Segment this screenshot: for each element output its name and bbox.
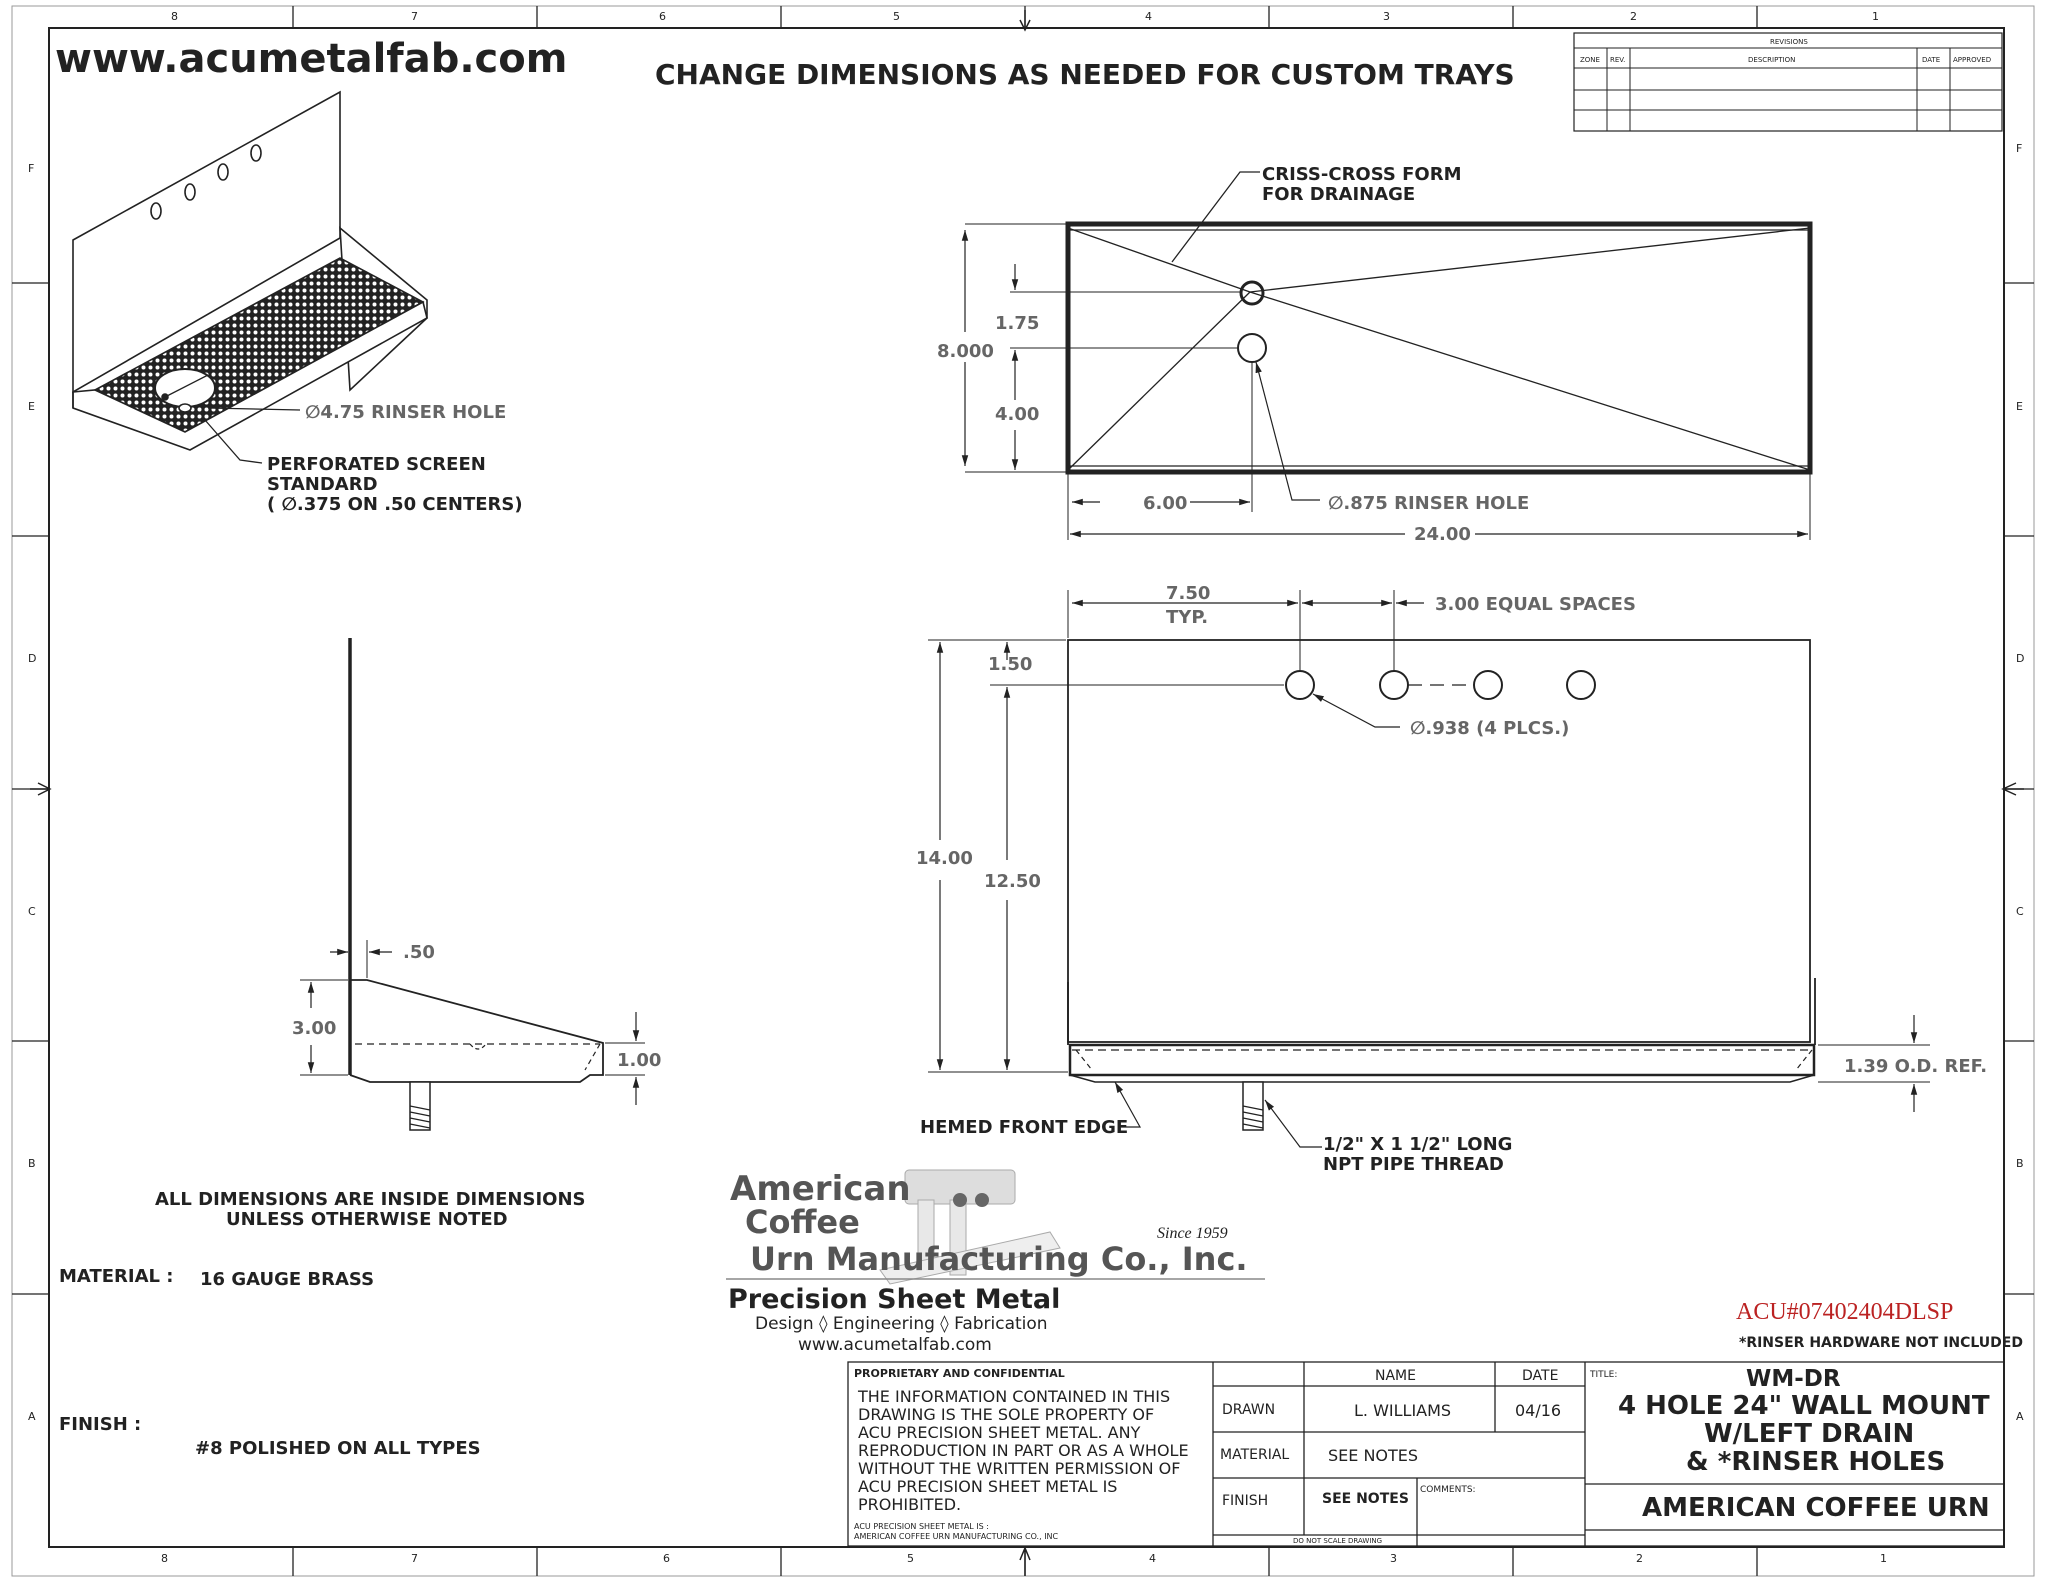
zone-bottom-2: 2 [1636, 1552, 1643, 1565]
name-header: NAME [1375, 1368, 1416, 1384]
rev-col-rev: REV. [1610, 56, 1626, 64]
proprietary-line-4: REPRODUCTION IN PART OR AS A WHOLE [858, 1441, 1189, 1460]
zone-right-B: B [2016, 1157, 2024, 1170]
iso-rinser-label: ∅4.75 RINSER HOLE [305, 402, 507, 423]
front-splash-outline [1068, 640, 1810, 1042]
zone-top-5: 5 [893, 10, 900, 23]
pipe-thread-label: 1/2" X 1 1/2" LONG [1323, 1134, 1513, 1155]
criss-cross-label-2: FOR DRAINAGE [1262, 184, 1416, 205]
company-logo [726, 1169, 1265, 1355]
dim-od-ref: 1.39 O.D. REF. [1844, 1056, 1988, 1077]
proprietary-line-5: WITHOUT THE WRITTEN PERMISSION OF [858, 1459, 1181, 1478]
tb-material-label: MATERIAL [1220, 1447, 1290, 1463]
logo-american: American [730, 1169, 911, 1209]
title-model: WM-DR [1746, 1366, 1841, 1392]
rev-col-description: DESCRIPTION [1748, 56, 1796, 64]
logo-url: www.acumetalfab.com [798, 1335, 992, 1355]
dim-first-hole-typ: TYP. [1166, 607, 1209, 628]
dim-rinser-offset: 4.00 [995, 404, 1040, 425]
top-rinser-label: ∅.875 RINSER HOLE [1328, 493, 1530, 514]
dim-front-height: 1.00 [617, 1050, 662, 1071]
zone-bottom-1: 1 [1880, 1552, 1887, 1565]
zone-top-1: 1 [1872, 10, 1879, 23]
front-hole-3 [1474, 671, 1502, 699]
rev-col-date: DATE [1922, 56, 1941, 64]
part-number: ACU#07402404DLSP [1736, 1299, 1954, 1325]
top-view [965, 172, 1810, 540]
dim-back-height: 3.00 [292, 1018, 337, 1039]
proprietary-line-7: PROHIBITED. [858, 1495, 962, 1514]
drawn-name: L. WILLIAMS [1354, 1401, 1452, 1420]
dim-rinser-from-left: 6.00 [1143, 493, 1188, 514]
drawn-date: 04/16 [1515, 1401, 1562, 1420]
tb-finish-value: SEE NOTES [1322, 1491, 1409, 1507]
logo-urn-manufacturing: Urn Manufacturing Co., Inc. [750, 1240, 1248, 1278]
zone-left-A: A [28, 1410, 36, 1423]
zone-top-3: 3 [1383, 10, 1390, 23]
front-hole-1 [1286, 671, 1314, 699]
comments-label: COMMENTS: [1420, 1485, 1476, 1495]
zone-right-E: E [2016, 400, 2023, 413]
perforated-screen-spec: ( ∅.375 ON .50 CENTERS) [267, 494, 523, 515]
zone-top-2: 2 [1630, 10, 1637, 23]
dim-hole-height: 1.50 [988, 654, 1033, 675]
front-view [928, 590, 1930, 1147]
dim-tray-width: 24.00 [1414, 524, 1471, 545]
hem-front-edge-label: HEMED FRONT EDGE [920, 1117, 1129, 1138]
rev-col-zone: ZONE [1580, 56, 1600, 64]
zone-left-E: E [28, 400, 35, 413]
dim-first-hole: 7.50 [1166, 583, 1211, 604]
zone-left-F: F [28, 162, 35, 175]
tb-material-value: SEE NOTES [1328, 1446, 1419, 1465]
proprietary-line-3: ACU PRECISION SHEET METAL. ANY [858, 1423, 1141, 1442]
note-inside-dims-2: UNLESS OTHERWISE NOTED [226, 1209, 508, 1230]
dim-drain-offset: 1.75 [995, 313, 1040, 334]
logo-coffee: Coffee [745, 1203, 860, 1241]
zone-left-D: D [28, 652, 37, 665]
zone-bottom-8: 8 [161, 1552, 168, 1565]
criss-cross-label: CRISS-CROSS FORM [1262, 164, 1462, 185]
front-hole-2 [1380, 671, 1408, 699]
banner-title: CHANGE DIMENSIONS AS NEEDED FOR CUSTOM TRAYS [655, 58, 1515, 91]
logo-tagline: Precision Sheet Metal [728, 1284, 1061, 1315]
zone-bottom-6: 6 [663, 1552, 670, 1565]
dim-splash-height: 12.50 [984, 871, 1041, 892]
zone-left-C: C [28, 905, 36, 918]
pipe-thread-label-2: NPT PIPE THREAD [1323, 1154, 1504, 1175]
website-url: www.acumetalfab.com [55, 36, 568, 82]
dim-hole-spacing: 3.00 EQUAL SPACES [1435, 594, 1636, 615]
proprietary-line-1: THE INFORMATION CONTAINED IN THIS [858, 1387, 1171, 1406]
logo-services: Design ◊ Engineering ◊ Fabrication [755, 1314, 1048, 1334]
title-line-3: W/LEFT DRAIN [1704, 1419, 1915, 1449]
proprietary-text [857, 1387, 1189, 1514]
revisions-table [1574, 33, 2002, 131]
zone-bottom-4: 4 [1149, 1552, 1156, 1565]
title-label: TITLE: [1590, 1370, 1618, 1380]
revisions-title: REVISIONS [1770, 38, 1808, 46]
iso-rinser-hole [155, 369, 215, 407]
finish-label: FINISH : [59, 1414, 142, 1435]
zone-bottom-5: 5 [907, 1552, 914, 1565]
logo-since: Since 1959 [1157, 1225, 1228, 1242]
zone-top-6: 6 [659, 10, 666, 23]
material-label: MATERIAL : [59, 1266, 174, 1287]
zone-bottom-3: 3 [1390, 1552, 1397, 1565]
perforated-screen-label: PERFORATED SCREEN [267, 454, 486, 475]
note-inside-dims: ALL DIMENSIONS ARE INSIDE DIMENSIONS [155, 1189, 586, 1210]
proprietary-foot-1: ACU PRECISION SHEET METAL IS : [854, 1522, 989, 1531]
title-line-4: & *RINSER HOLES [1686, 1447, 1946, 1477]
title-company: AMERICAN COFFEE URN [1642, 1493, 1990, 1523]
side-view [300, 638, 645, 1130]
dim-wall-offset: .50 [403, 942, 435, 963]
drawn-label: DRAWN [1222, 1402, 1276, 1418]
zone-left-B: B [28, 1157, 36, 1170]
tb-finish-label: FINISH [1222, 1493, 1269, 1509]
zone-right-C: C [2016, 905, 2024, 918]
zone-top-7: 7 [411, 10, 418, 23]
title-line-2: 4 HOLE 24" WALL MOUNT [1618, 1391, 1990, 1421]
zone-right-A: A [2016, 1410, 2024, 1423]
date-header: DATE [1522, 1368, 1559, 1384]
perforated-screen-standard: STANDARD [267, 474, 378, 495]
zone-top-8: 8 [171, 10, 178, 23]
top-rinser-hole [1238, 334, 1266, 362]
zone-bottom-7: 7 [411, 1552, 418, 1565]
no-scale-note: DO NOT SCALE DRAWING [1293, 1537, 1383, 1545]
proprietary-line-6: ACU PRECISION SHEET METAL IS [858, 1477, 1118, 1496]
zone-right-F: F [2016, 142, 2023, 155]
dim-tray-depth: 8.000 [937, 341, 994, 362]
dim-overall-height: 14.00 [916, 848, 973, 869]
proprietary-foot-2: AMERICAN COFFEE URN MANUFACTURING CO., INC [854, 1532, 1059, 1541]
zone-top-4: 4 [1145, 10, 1152, 23]
material-value: 16 GAUGE BRASS [200, 1269, 375, 1290]
zone-right-D: D [2016, 652, 2025, 665]
proprietary-line-2: DRAWING IS THE SOLE PROPERTY OF [858, 1405, 1155, 1424]
rev-col-approved: APPROVED [1953, 56, 1992, 64]
rinser-hardware-note: *RINSER HARDWARE NOT INCLUDED [1739, 1335, 2023, 1351]
proprietary-heading: PROPRIETARY AND CONFIDENTIAL [854, 1367, 1065, 1380]
front-holes-label: ∅.938 (4 PLCS.) [1410, 718, 1570, 739]
front-hole-4 [1567, 671, 1595, 699]
finish-value: #8 POLISHED ON ALL TYPES [195, 1438, 481, 1459]
